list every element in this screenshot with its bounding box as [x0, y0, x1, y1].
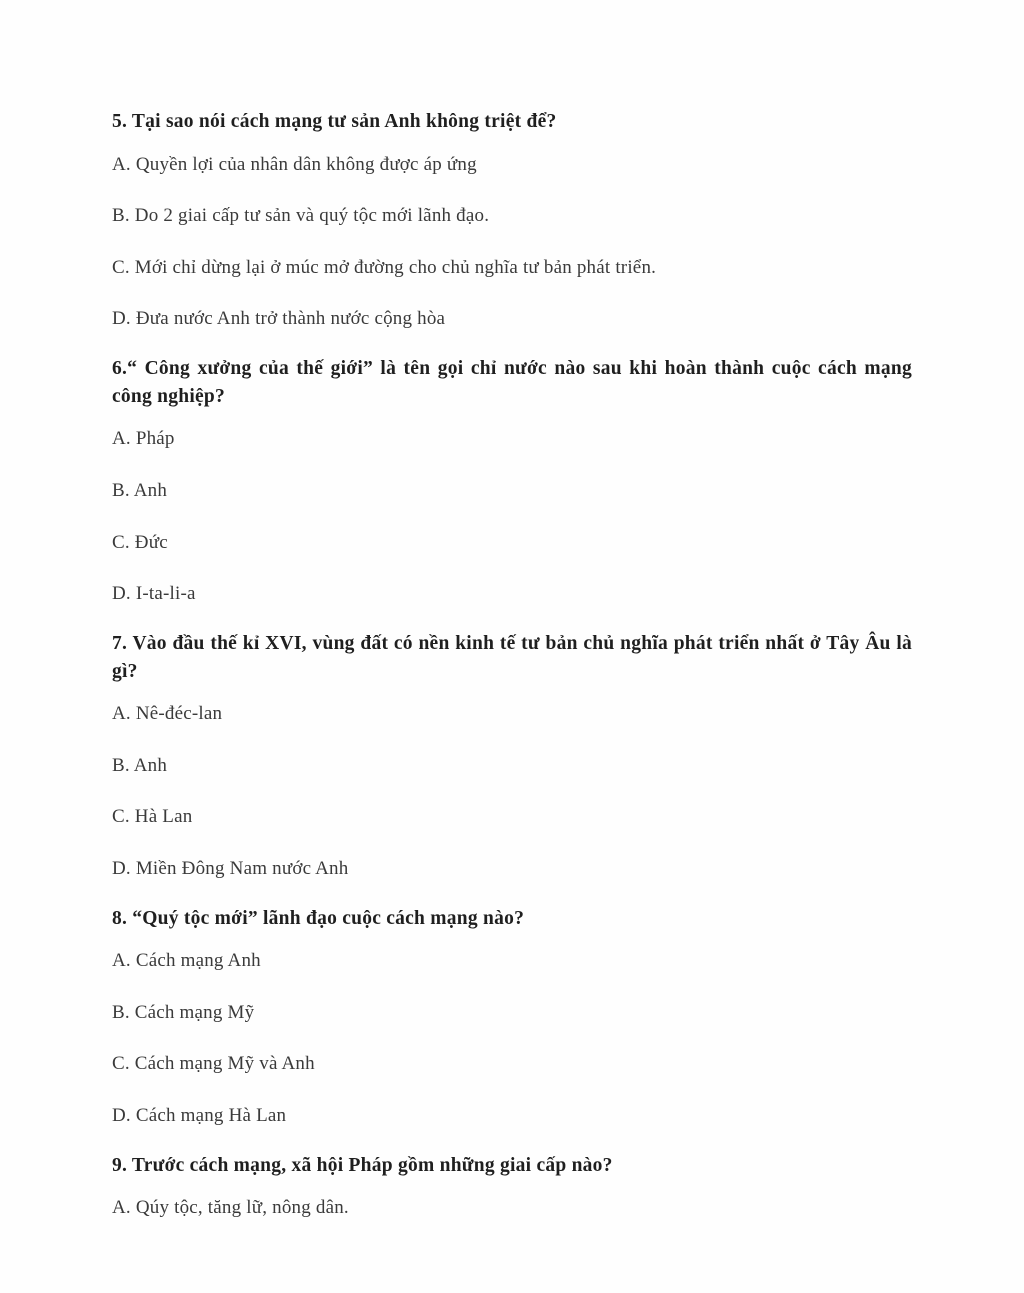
- question-block-7: [112, 630, 912, 905]
- question-block-9: [112, 1152, 912, 1244]
- answer-option-a: A. Quyền lợi của nhân dân không được áp ứng: [112, 153, 477, 175]
- question-block-8: [112, 905, 912, 1152]
- answer-option-a: A. Nê-đéc-lan: [112, 703, 223, 725]
- question-block-5: [112, 108, 912, 355]
- question-prompt: 7. Vào đầu thế kỉ XVI, vùng đất có nền kinh tế tư bản chủ nghĩa phát triển nhất ở Tây Âu là gì?: [112, 632, 912, 682]
- answer-option-c: C. Cách mạng Mỹ và Anh: [112, 1053, 315, 1075]
- question-list: [112, 108, 912, 1244]
- answer-option-b: B. Anh: [112, 480, 168, 502]
- answer-option-d: D. Đưa nước Anh trở thành nước cộng hòa: [112, 308, 446, 330]
- question-prompt: 5. Tại sao nói cách mạng tư sản Anh không triệt để?: [112, 111, 557, 132]
- answer-option-c: C. Đức: [112, 531, 168, 553]
- answer-option-b: B. Cách mạng Mỹ: [112, 1001, 255, 1023]
- answer-option-d: D. Cách mạng Hà Lan: [112, 1105, 287, 1127]
- answer-option-a: A. Cách mạng Anh: [112, 950, 261, 972]
- answer-option-c: C. Hà Lan: [112, 806, 193, 828]
- answer-option-b: B. Anh: [112, 754, 168, 776]
- answer-option-a: A. Qúy tộc, tăng lữ, nông dân.: [112, 1197, 349, 1219]
- answer-option-d: D. Miền Đông Nam nước Anh: [112, 857, 349, 879]
- question-prompt: 6.“ Công xưởng của thế giới” là tên gọi chỉ nước nào sau khi hoàn thành cuộc cách mạng công nghiệp?: [112, 358, 912, 407]
- question-prompt: 8. “Quý tộc mới” lãnh đạo cuộc cách mạng nào?: [112, 907, 525, 929]
- question-prompt: 9. Trước cách mạng, xã hội Pháp gồm những giai cấp nào?: [112, 1154, 613, 1176]
- answer-option-b: B. Do 2 giai cấp tư sản và quý tộc mới lãnh đạo.: [112, 205, 490, 227]
- answer-option-d: D. I-ta-li-a: [112, 583, 196, 605]
- answer-option-a: A. Pháp: [112, 428, 175, 450]
- question-block-6: [112, 355, 912, 630]
- answer-option-c: C. Mới chỉ dừng lại ở múc mở đường cho chủ nghĩa tư bản phát triển.: [112, 256, 657, 278]
